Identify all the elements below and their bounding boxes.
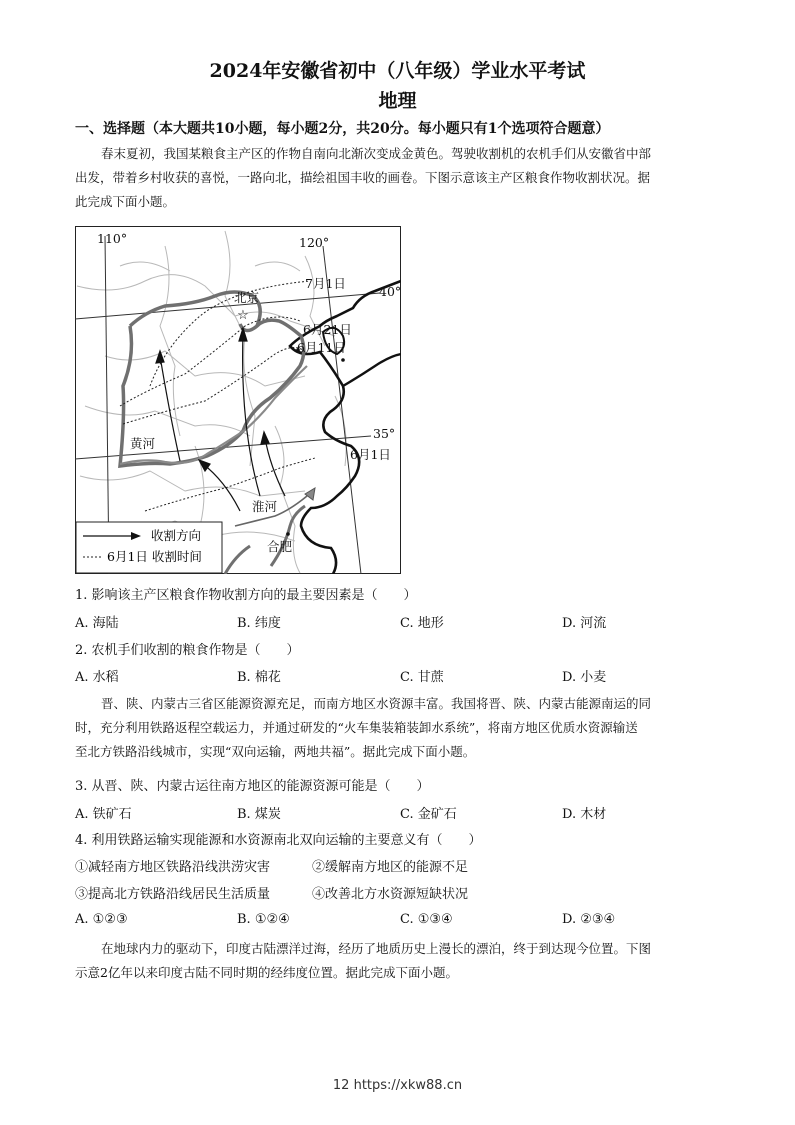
passage-line: 此完成下面小题。	[75, 194, 176, 209]
option-a[interactable]: A. ①②③	[75, 912, 128, 927]
passage-line: 至北方铁路沿线城市，实现“双向运输，两地共福”。据此完成下面小题。	[75, 744, 476, 759]
legend-time-label: 6月1日 收割时间	[107, 549, 202, 564]
option-b[interactable]: B. 棉花	[237, 670, 281, 685]
hefei-label: 合肥	[267, 539, 293, 554]
lon-120-label: 120°	[299, 235, 330, 250]
passage-line: 示意2亿年以来印度古陆不同时期的经纬度位置。据此完成下面小题。	[75, 965, 458, 980]
question-1-options	[75, 612, 725, 634]
option-d[interactable]: D. 小麦	[562, 670, 607, 685]
harvest-map-figure	[75, 226, 401, 574]
exam-title: 2024年安徽省初中（八年级）学业水平考试	[209, 60, 586, 82]
passage-line: 出发，带着乡村收获的喜悦，一路向北，描绘祖国丰收的画卷。下图示意该主产区粮食作物收割状况。据	[75, 170, 651, 185]
question-1-stem: 1. 影响该主产区粮食作物收割方向的最主要因素是（ ）	[75, 588, 417, 603]
option-d[interactable]: D. ②③④	[562, 912, 616, 927]
hefei-dot	[286, 532, 290, 536]
option-b[interactable]: B. 煤炭	[237, 807, 281, 822]
option-d[interactable]: D. 木材	[562, 807, 607, 822]
option-b[interactable]: B. ①②④	[237, 912, 290, 927]
option-c[interactable]: C. ①③④	[400, 912, 453, 927]
date-jun21-label: 6月21日	[303, 322, 352, 337]
passage-line: 时，充分利用铁路返程空载运力，并通过研发的“火车集装箱装卸水系统”，将南方地区优质水资源输送	[75, 720, 638, 735]
map-legend	[76, 522, 222, 573]
beijing-label: 北京	[234, 290, 260, 305]
statement-2: ②缓解南方地区的能源不足	[312, 860, 469, 875]
option-c[interactable]: C. 甘蔗	[400, 670, 444, 685]
statement-4: ④改善北方水资源短缺状况	[312, 887, 469, 902]
legend-direction-label: 收割方向	[151, 528, 202, 543]
lon-110-label: 110°	[97, 231, 128, 246]
yellow-river-label: 黄河	[130, 436, 156, 451]
date-jul1-label: 7月1日	[305, 276, 346, 291]
huai-river-label: 淮河	[252, 499, 278, 514]
passage-line: 在地球内力的驱动下，印度古陆漂洋过海，经历了地质历史上漫长的漂泊，终于到达现今位置。下图	[101, 941, 652, 956]
option-a[interactable]: A. 铁矿石	[75, 807, 132, 822]
statement-1: ①减轻南方地区铁路沿线洪涝灾害	[75, 860, 271, 875]
question-3-options	[75, 803, 725, 825]
question-2-stem: 2. 农机手们收割的粮食作物是（ ）	[75, 643, 300, 658]
statement-3: ③提高北方铁路沿线居民生活质量	[75, 887, 271, 902]
option-d[interactable]: D. 河流	[562, 616, 607, 631]
option-c[interactable]: C. 金矿石	[400, 807, 457, 822]
lat-35-label: 35°	[373, 426, 396, 441]
date-jun11-label: 6月11日	[297, 340, 346, 355]
page-footer: 12 https://xkw88.cn	[332, 1078, 463, 1093]
option-b[interactable]: B. 纬度	[237, 616, 281, 631]
option-a[interactable]: A. 水稻	[75, 670, 119, 685]
question-4-stem: 4. 利用铁路运输实现能源和水资源南北双向运输的主要意义有（ ）	[75, 833, 482, 848]
city-dot	[341, 358, 345, 362]
lat-40-label: 40°	[379, 284, 401, 299]
subject-title: 地理	[378, 90, 417, 112]
passage-line: 春末夏初，我国某粮食主产区的作物自南向北渐次变成金黄色。驾驶收割机的农机手们从安徽省中部	[101, 146, 652, 161]
passage-3	[75, 937, 723, 985]
passage-2	[75, 692, 723, 764]
beijing-star-icon: ☆	[237, 308, 249, 323]
question-4-options	[75, 912, 725, 934]
question-2-options	[75, 666, 725, 688]
passage-1	[75, 142, 723, 214]
passage-line: 晋、陕、内蒙古三省区能源资源充足，而南方地区水资源丰富。我国将晋、陕、内蒙古能源南运的同	[101, 696, 652, 711]
section-heading: 一、选择题（本大题共10小题，每小题2分，共20分。每小题只有1个选项符合题意）	[75, 121, 610, 137]
question-3-stem: 3. 从晋、陕、内蒙古运往南方地区的能源资源可能是（ ）	[75, 779, 430, 794]
option-c[interactable]: C. 地形	[400, 616, 444, 631]
option-a[interactable]: A. 海陆	[75, 616, 119, 631]
date-jun1-label: 6月1日	[350, 447, 391, 462]
